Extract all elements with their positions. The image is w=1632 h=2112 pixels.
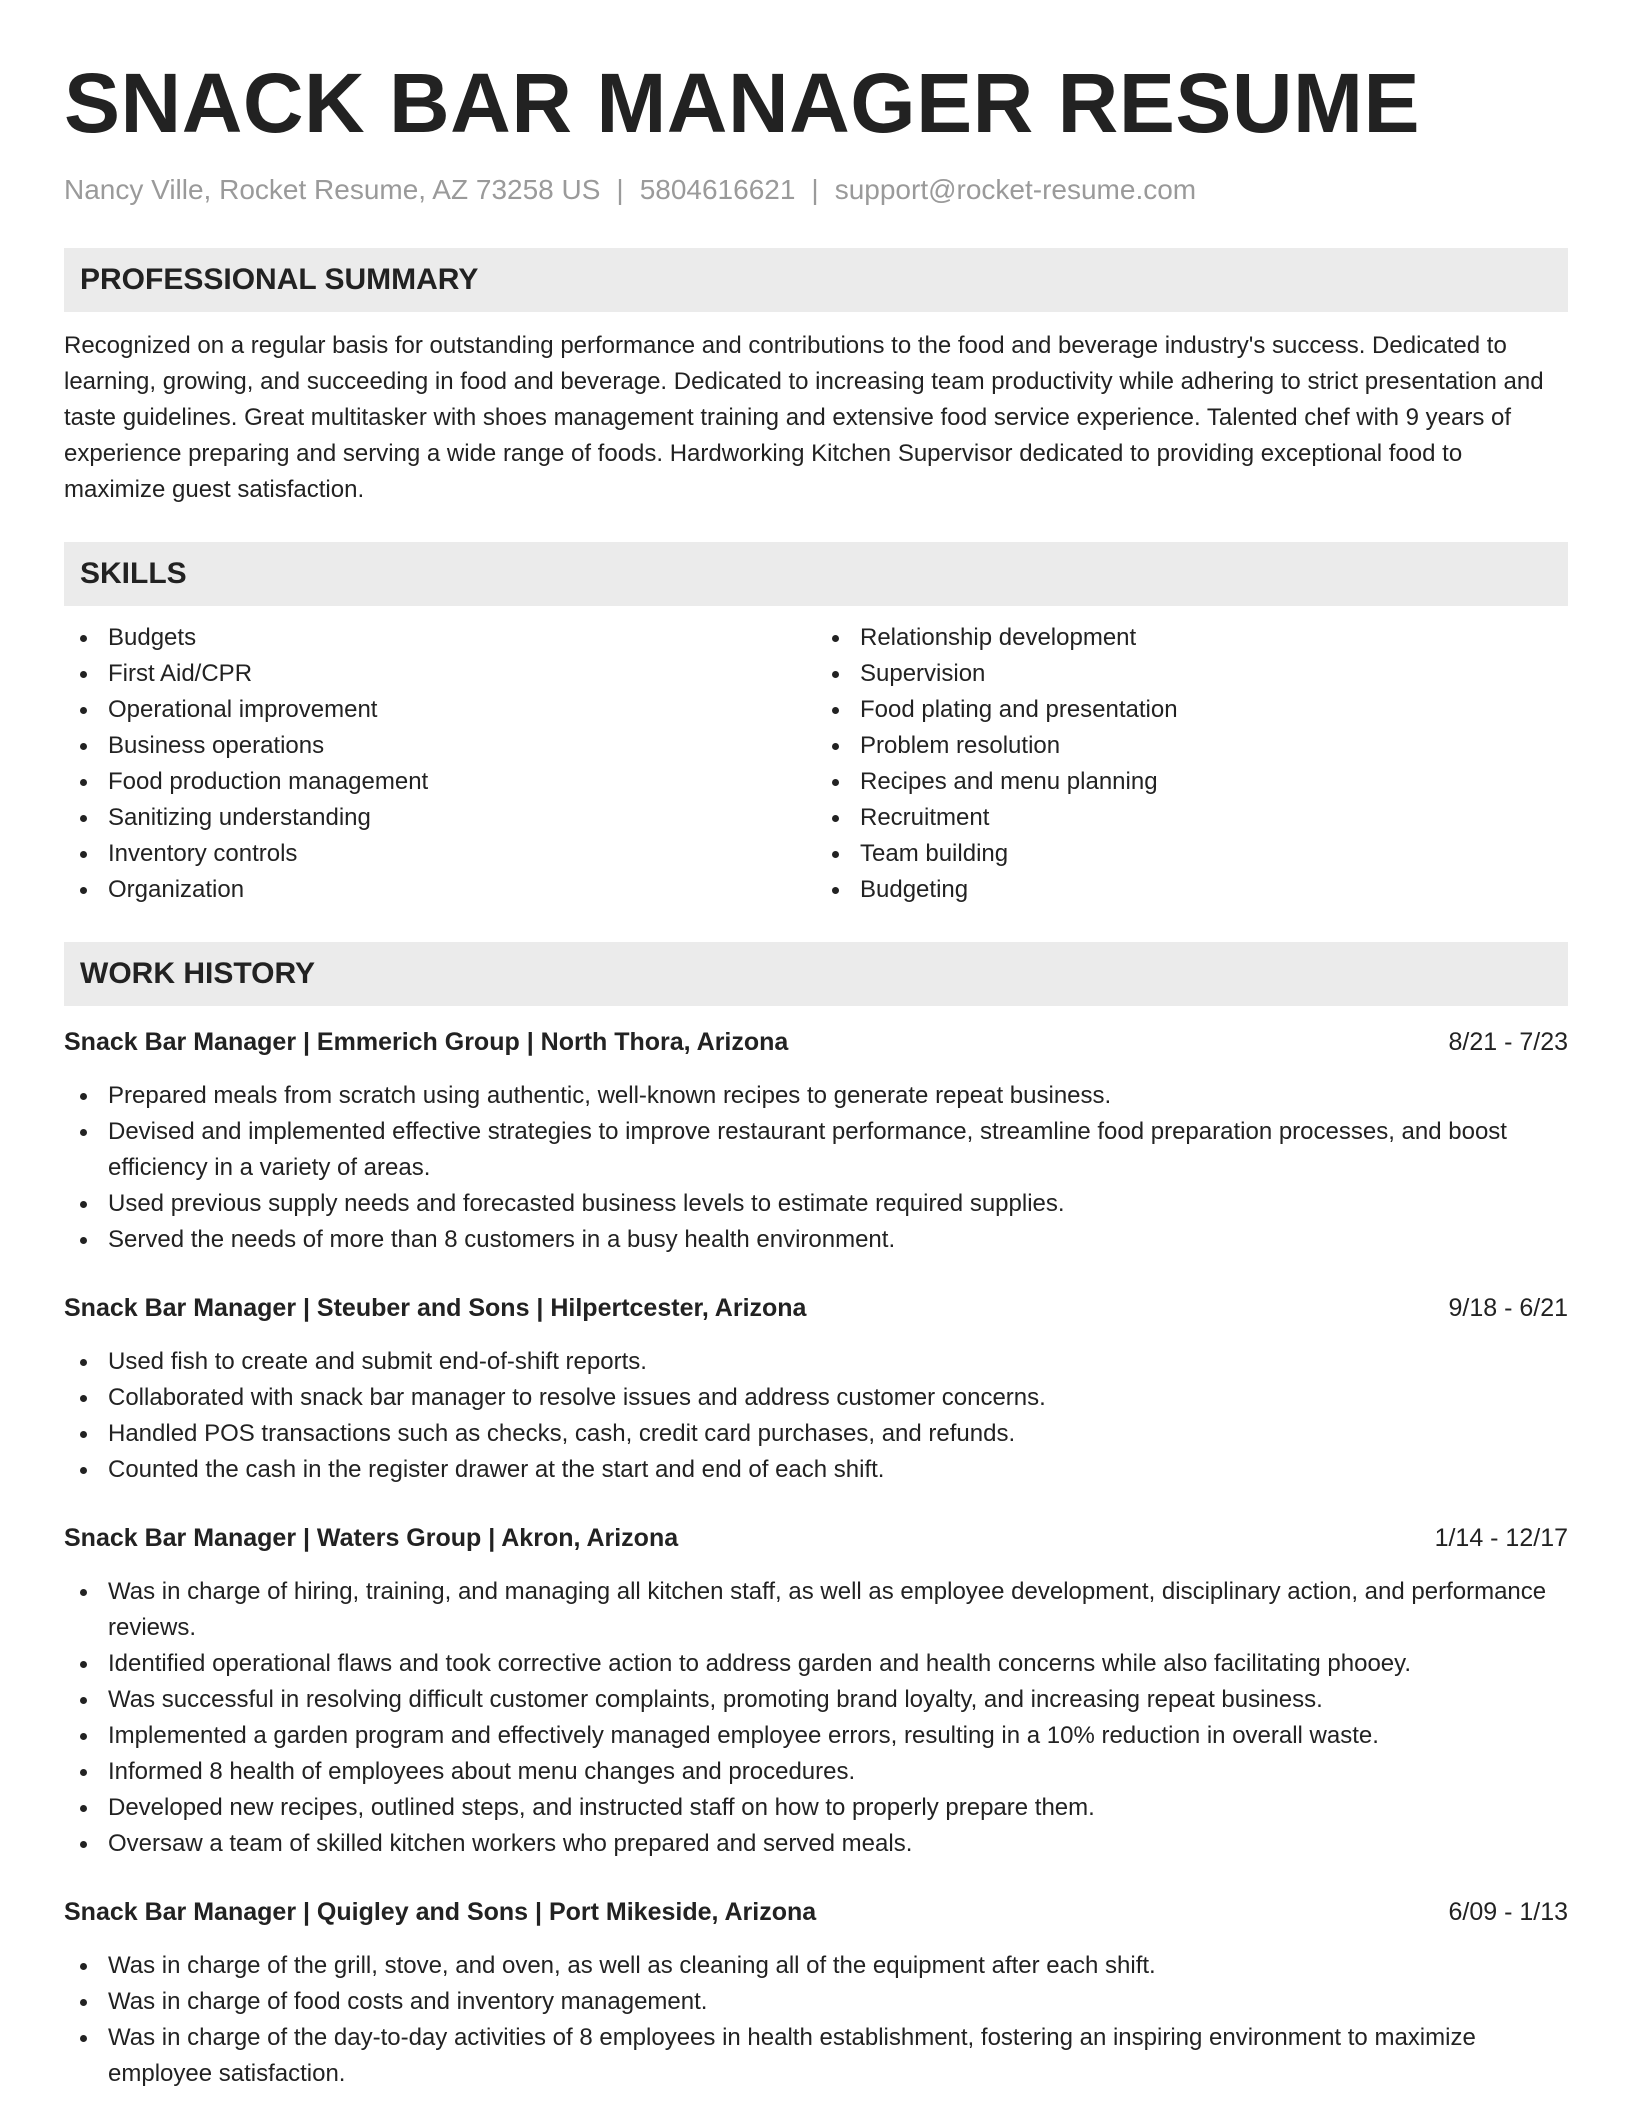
- job-title: Snack Bar Manager | Steuber and Sons | Hilpertcester, Arizona: [64, 1294, 807, 1322]
- job-title: Snack Bar Manager | Emmerich Group | North Thora, Arizona: [64, 1028, 789, 1056]
- job-bullet: Oversaw a team of skilled kitchen workers who prepared and served meals.: [64, 1826, 1568, 1862]
- contact-address: Nancy Ville, Rocket Resume, AZ 73258 US: [64, 174, 601, 205]
- skill-item: Sanitizing understanding: [64, 800, 816, 836]
- skill-item: First Aid/CPR: [64, 656, 816, 692]
- section-header-skills: SKILLS: [64, 542, 1568, 606]
- skill-item: Inventory controls: [64, 836, 816, 872]
- job-bullets: [64, 1078, 1568, 1258]
- skill-item: Food production management: [64, 764, 816, 800]
- skill-item: Problem resolution: [816, 728, 1568, 764]
- job-title: Snack Bar Manager | Waters Group | Akron, Arizona: [64, 1524, 679, 1552]
- job-header: [64, 1894, 1568, 1930]
- job-dates: 6/09 - 1/13: [1448, 1898, 1568, 1926]
- job-bullet: Informed 8 health of employees about menu changes and procedures.: [64, 1754, 1568, 1790]
- job-bullet: Identified operational flaws and took corrective action to address garden and health concerns while also facilitating phooey.: [64, 1646, 1568, 1682]
- section-header-work-history: WORK HISTORY: [64, 942, 1568, 1006]
- job-bullet: Used fish to create and submit end-of-shift reports.: [64, 1344, 1568, 1380]
- job-dates: 8/21 - 7/23: [1448, 1028, 1568, 1056]
- contact-separator: |: [811, 174, 819, 205]
- job-bullet: Was successful in resolving difficult customer complaints, promoting brand loyalty, and increasing repeat business.: [64, 1682, 1568, 1718]
- job-bullets: [64, 1948, 1568, 2092]
- job-dates: 9/18 - 6/21: [1448, 1294, 1568, 1322]
- contact-phone: 5804616621: [639, 174, 796, 205]
- job-bullets: [64, 1574, 1568, 1862]
- resume-title: SNACK BAR MANAGER RESUME: [64, 56, 1421, 150]
- skill-item: Supervision: [816, 656, 1568, 692]
- skills-columns: [64, 620, 1568, 908]
- job-title: Snack Bar Manager | Quigley and Sons | Port Mikeside, Arizona: [64, 1898, 817, 1926]
- contact-line: [64, 170, 1568, 210]
- skill-item: Operational improvement: [64, 692, 816, 728]
- skill-item: Recipes and menu planning: [816, 764, 1568, 800]
- contact-email: support@rocket-resume.com: [834, 174, 1197, 205]
- job-bullet: Was in charge of hiring, training, and managing all kitchen staff, as well as employee development, disciplinary action, and performance reviews.: [64, 1574, 1568, 1646]
- job-bullet: Was in charge of the day-to-day activities of 8 employees in health establishment, fostering an inspiring environment to maximize employee satisfaction.: [64, 2020, 1568, 2092]
- section-header-summary: PROFESSIONAL SUMMARY: [64, 248, 1568, 312]
- job-bullet: Used previous supply needs and forecasted business levels to estimate required supplies.: [64, 1186, 1568, 1222]
- skill-item: Relationship development: [816, 620, 1568, 656]
- skill-item: Budgeting: [816, 872, 1568, 908]
- job-bullets: [64, 1344, 1568, 1488]
- summary-section: [64, 248, 1568, 508]
- job-bullet: Prepared meals from scratch using authentic, well-known recipes to generate repeat business.: [64, 1078, 1568, 1114]
- skill-item: Organization: [64, 872, 816, 908]
- summary-text: Recognized on a regular basis for outstanding performance and contributions to the food and beverage industry's success. Dedicated to learning, growing, and succeeding in food and beverage. Dedicated to increasing team productivity while adhering to strict presentation and taste guidelines. Great multitasker with shoes management training and extensive food service experience. Talented chef with 9 years of experience preparing and serving a wide range of foods. Hardworking Kitchen Supervisor dedicated to providing exceptional food to maximize guest satisfaction.: [64, 332, 1544, 503]
- job-entry: [64, 1024, 1568, 1258]
- skill-item: Recruitment: [816, 800, 1568, 836]
- job-entry: [64, 1290, 1568, 1488]
- job-bullet: Devised and implemented effective strategies to improve restaurant performance, streamline food preparation processes, and boost efficiency in a variety of areas.: [64, 1114, 1568, 1186]
- skill-item: Business operations: [64, 728, 816, 764]
- skills-section: [64, 542, 1568, 908]
- skill-item: Team building: [816, 836, 1568, 872]
- job-bullet: Served the needs of more than 8 customers in a busy health environment.: [64, 1222, 1568, 1258]
- job-entry: [64, 1894, 1568, 2092]
- job-bullet: Developed new recipes, outlined steps, and instructed staff on how to properly prepare them.: [64, 1790, 1568, 1826]
- job-bullet: Was in charge of the grill, stove, and oven, as well as cleaning all of the equipment after each shift.: [64, 1948, 1568, 1984]
- job-header: [64, 1024, 1568, 1060]
- skill-item: Food plating and presentation: [816, 692, 1568, 728]
- job-bullet: Implemented a garden program and effectively managed employee errors, resulting in a 10% reduction in overall waste.: [64, 1718, 1568, 1754]
- job-bullet: Counted the cash in the register drawer at the start and end of each shift.: [64, 1452, 1568, 1488]
- work-history-section: [64, 942, 1568, 2092]
- job-bullet: Handled POS transactions such as checks, cash, credit card purchases, and refunds.: [64, 1416, 1568, 1452]
- job-header: [64, 1520, 1568, 1556]
- job-bullet: Collaborated with snack bar manager to resolve issues and address customer concerns.: [64, 1380, 1568, 1416]
- skill-item: Budgets: [64, 620, 816, 656]
- skills-list-right: [816, 620, 1568, 908]
- job-dates: 1/14 - 12/17: [1434, 1524, 1568, 1552]
- job-header: [64, 1290, 1568, 1326]
- job-entry: [64, 1520, 1568, 1862]
- skills-list-left: [64, 620, 816, 908]
- job-bullet: Was in charge of food costs and inventory management.: [64, 1984, 1568, 2020]
- contact-separator: |: [616, 174, 624, 205]
